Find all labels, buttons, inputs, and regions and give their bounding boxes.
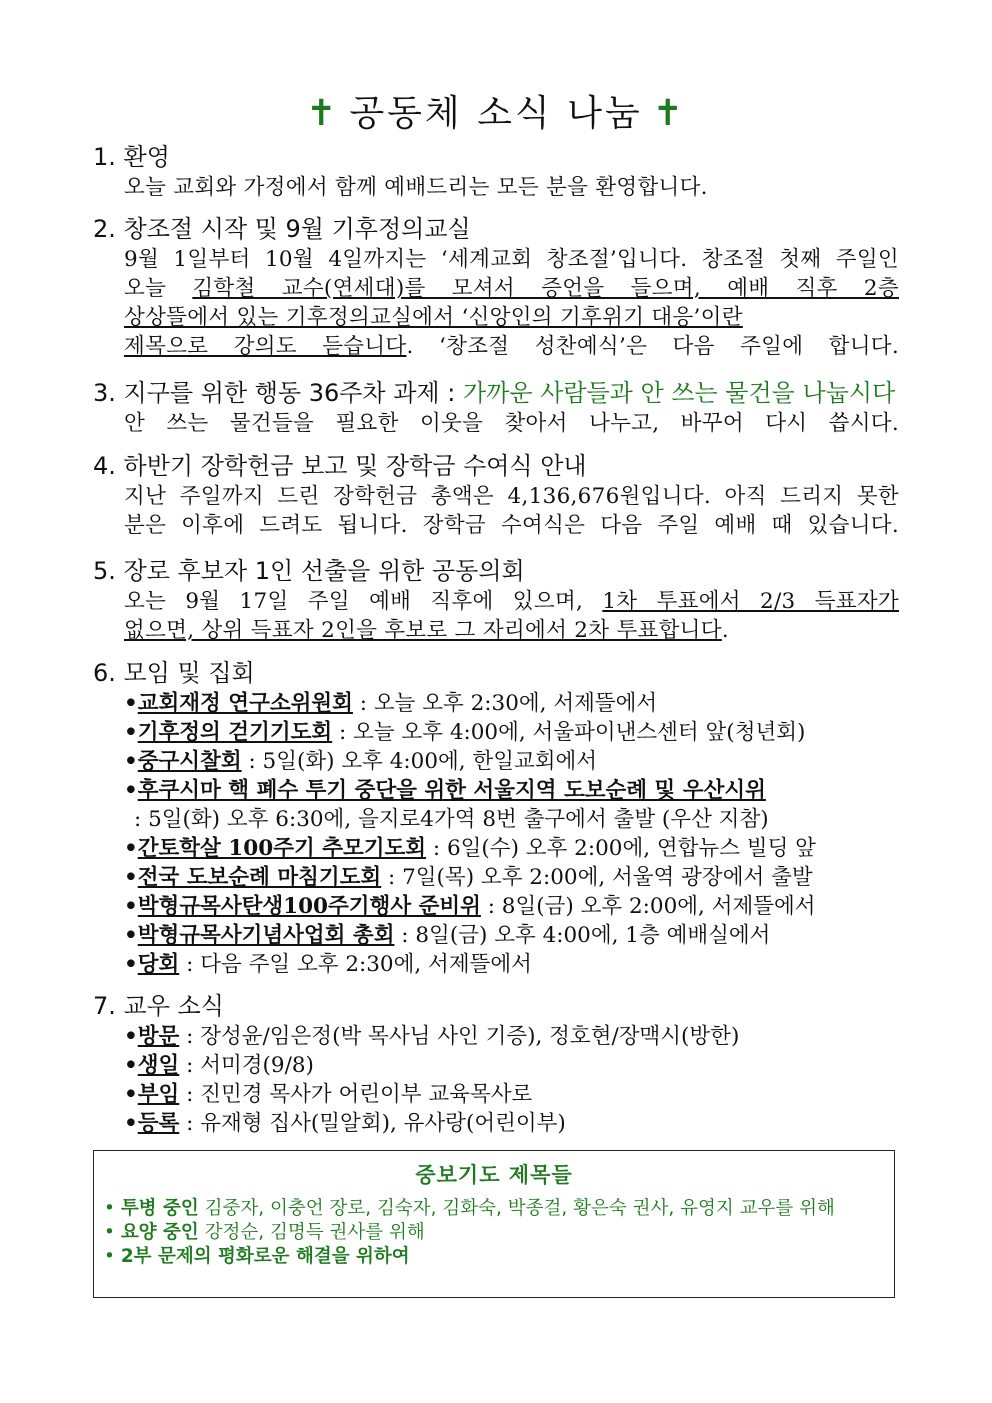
section-heading	[93, 378, 899, 409]
item-detail: : 8일(금) 오후 2:00에, 서제뜰에서	[480, 894, 816, 919]
text-line: 안 쓰는 물건들을 필요한 이웃을 찾아서 나누고, 바꾸어 다시 씁시다.	[124, 411, 899, 436]
item-name: 교회재정 연구소위원회	[137, 691, 353, 716]
bullet: •	[124, 720, 138, 745]
text-span: .	[721, 618, 729, 643]
item-name: 당회	[137, 952, 180, 977]
item-detail: : 8일(금) 오후 4:00에, 1층 예배실에서	[394, 923, 771, 948]
text-span: . ‘창조절 성찬예식’은 다음 주일에 합니다.	[406, 334, 899, 359]
item-name: 등록	[137, 1111, 180, 1136]
item-name: 박형규목사기념사업회 총회	[137, 923, 395, 948]
section-text	[93, 245, 899, 361]
item-detail: : 5일(화) 오후 4:00에, 한일교회에서	[241, 749, 598, 774]
section-elder-election	[93, 556, 899, 645]
bullet: •	[124, 1053, 138, 1078]
section-text	[93, 482, 899, 540]
section-creation-season	[93, 214, 899, 361]
bullet: •	[124, 749, 138, 774]
list-item	[93, 921, 899, 950]
item-detail: : 진민경 목사가 어린이부 교육목사로	[179, 1082, 533, 1107]
bullet: •	[124, 691, 138, 716]
item-name: 박형규목사탄생100주기행사 준비위	[137, 894, 481, 919]
item-detail: : 7일(목) 오후 2:00에, 서울역 광장에서 출발	[381, 865, 813, 890]
section-text	[93, 173, 899, 202]
item-detail: : 오늘 오후 4:00에, 서울파이낸스센터 앞(청년회)	[332, 720, 806, 745]
list-item	[93, 689, 899, 718]
prayer-box-title: 중보기도 제목들	[415, 1163, 573, 1187]
bullet: •	[124, 1024, 138, 1049]
text-line	[124, 332, 899, 361]
bullet: •	[124, 1082, 138, 1107]
item-detail: : 서미경(9/8)	[179, 1053, 314, 1078]
list-item	[93, 1022, 899, 1051]
prayer-item	[104, 1197, 884, 1221]
section-member-news	[93, 991, 899, 1138]
page-title	[0, 88, 992, 140]
underlined-text: 없으면, 상위 득표자 2인을 후보로 그 자리에서 2차 투표합니다	[124, 618, 722, 643]
item-name: 생일	[137, 1053, 180, 1078]
item-detail: : 6일(수) 오후 2:00에, 연합뉴스 빌딩 앞	[426, 836, 816, 861]
bullet: •	[104, 1246, 115, 1267]
section-earth-action	[93, 378, 899, 438]
section-heading: 5. 장로 후보자 1인 선출을 위한 공동의회	[93, 557, 525, 585]
text-line: 오늘 교회와 가정에서 함께 예배드리는 모든 분을 환영합니다.	[124, 175, 708, 200]
item-detail: : 유재형 집사(밀알회), 유사랑(어린이부)	[179, 1111, 566, 1136]
list-item	[93, 892, 899, 921]
item-name: 중구시찰회	[137, 749, 242, 774]
item-name: 부임	[137, 1082, 180, 1107]
prayer-item-text: 강정순, 김명득 권사를 위해	[198, 1222, 425, 1243]
item-detail: : 오늘 오후 2:30에, 서제뜰에서	[352, 691, 658, 716]
list-item	[93, 747, 899, 776]
heading-highlight: 가까운 사람들과 안 쓰는 물건을 나눕시다	[462, 379, 896, 407]
item-name: 간토학살 100주기 추모기도회	[137, 836, 427, 861]
bullet: •	[104, 1198, 115, 1219]
item-name: 기후정의 걷기기도회	[137, 720, 333, 745]
section-welcome	[93, 142, 899, 202]
prayer-item	[104, 1221, 884, 1245]
list-item-continuation: : 5일(화) 오후 6:30에, 을지로4가역 8번 출구에서 출발 (우산 지참)	[134, 807, 769, 832]
text-span: 오늘	[124, 276, 193, 301]
item-detail: : 다음 주일 오후 2:30에, 서제뜰에서	[179, 952, 532, 977]
item-name: 후쿠시마 핵 폐수 투기 중단을 위한 서울지역 도보순례 및 우산시위	[137, 778, 766, 803]
section-text	[93, 409, 899, 438]
text-span: 오는 9월 17일 주일 예배 직후에 있으며,	[124, 589, 603, 614]
bullet: •	[124, 865, 138, 890]
prayer-item-label: 투병 중인	[120, 1198, 199, 1219]
item-name: 방문	[137, 1024, 180, 1049]
underlined-text: 상상뜰에서 있는 기후정의교실에서 ‘신앙인의 기후위기 대응’이란	[124, 305, 743, 330]
list-item	[93, 950, 899, 979]
section-heading: 2. 창조절 시작 및 9월 기후정의교실	[93, 215, 471, 243]
section-heading: 4. 하반기 장학헌금 보고 및 장학금 수여식 안내	[93, 452, 587, 480]
underlined-text: 제목으로 강의도 듣습니다	[124, 334, 407, 359]
list-item	[93, 863, 899, 892]
item-detail: : 장성윤/임은정(박 목사님 사인 기증), 정호현/장맥시(방한)	[179, 1024, 740, 1049]
text-line	[124, 303, 899, 332]
list-item	[93, 776, 899, 805]
title-text: 공동체 소식 나눔	[349, 93, 643, 134]
bullet: •	[124, 778, 138, 803]
bullet: •	[104, 1222, 115, 1243]
bullet: •	[124, 836, 138, 861]
text-line: 지난 주일까지 드린 장학헌금 총액은 4,136,676원입니다. 아직 드리지 못한	[124, 484, 899, 509]
section-meetings	[93, 658, 899, 979]
section-heading: 6. 모임 및 집회	[93, 659, 255, 687]
prayer-item-text: 김중자, 이충언 장로, 김숙자, 김화숙, 박종걸, 황은숙 권사, 유영지 교우를 위해	[198, 1198, 835, 1219]
bullet: •	[124, 923, 138, 948]
text-line: 9월 1일부터 10월 4일까지는 ‘세계교회 창조절’입니다. 창조절 첫째 주일인	[124, 247, 899, 272]
list-item	[93, 834, 899, 863]
list-item	[93, 1051, 899, 1080]
text-line	[124, 274, 899, 303]
prayer-item-label: 2부 문제의 평화로운 해결을 위하여	[120, 1246, 410, 1267]
underlined-text: 김학철 교수(연세대)를 모셔서 증언을 들으며, 예배 직후 2층	[192, 276, 899, 301]
item-name: 전국 도보순례 마침기도회	[137, 865, 382, 890]
heading-prefix: 3. 지구를 위한 행동 36주차 과제 :	[93, 379, 463, 407]
list-item	[93, 1109, 899, 1138]
bullet: •	[124, 1111, 138, 1136]
section-heading: 7. 교우 소식	[93, 992, 224, 1020]
prayer-item-label: 요양 중인	[120, 1222, 199, 1243]
cross-icon: ✝	[652, 93, 686, 134]
bullet: •	[124, 952, 138, 977]
bullet: •	[124, 894, 138, 919]
underlined-text: 1차 투표에서 2/3 득표자가	[602, 589, 899, 614]
list-item	[93, 1080, 899, 1109]
list-item	[93, 718, 899, 747]
prayer-item	[104, 1245, 884, 1269]
text-line	[124, 587, 899, 616]
text-line	[124, 616, 899, 645]
prayer-box	[93, 1150, 895, 1298]
section-text	[93, 587, 899, 645]
text-line: 분은 이후에 드려도 됩니다. 장학금 수여식은 다음 주일 예배 때 있습니다.	[124, 513, 899, 538]
prayer-list	[94, 1197, 894, 1269]
section-heading: 1. 환영	[93, 143, 170, 171]
cross-icon: ✝	[306, 93, 340, 134]
section-scholarship	[93, 451, 899, 540]
